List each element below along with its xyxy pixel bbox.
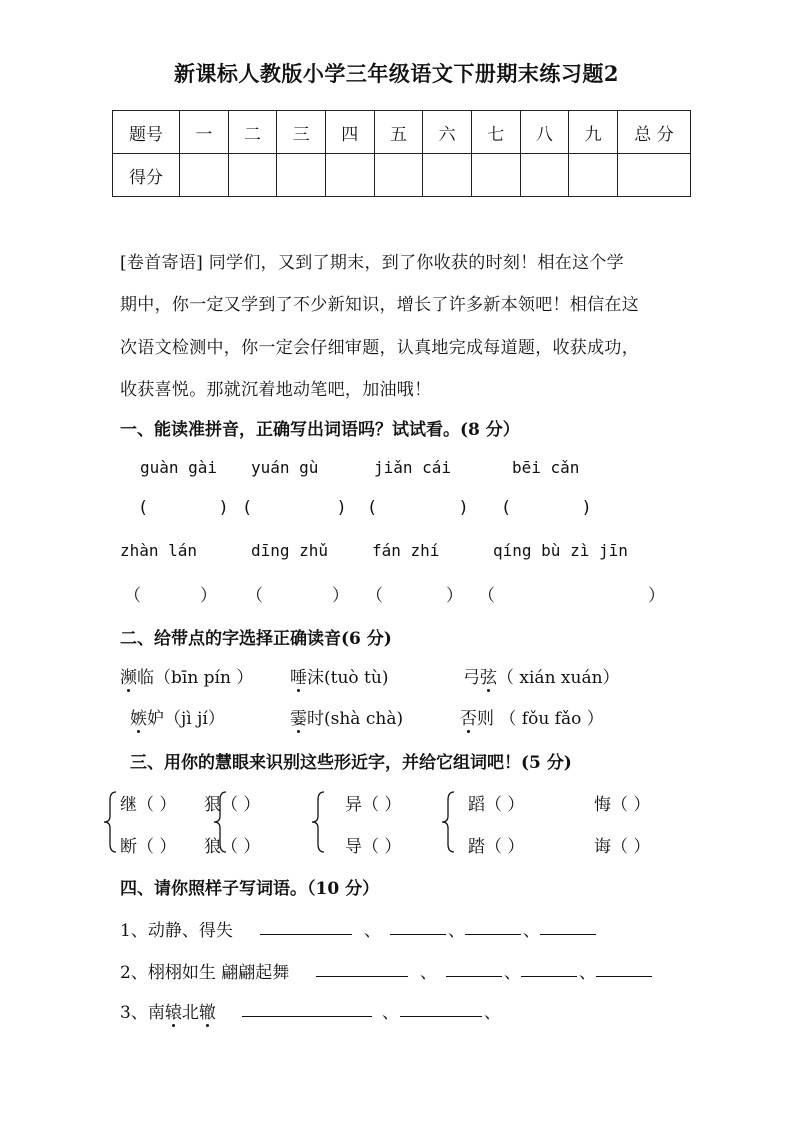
score-entry-cell[interactable] [569, 154, 618, 197]
section-heading: 四、请你照样子写词语。（10 分） [120, 879, 380, 899]
reading-choice-item[interactable] [463, 663, 620, 688]
separator: 、 [504, 963, 521, 983]
intro-line: [卷首寄语] 同学们，又到了期末，到了你收获的时刻！相在这个学 [120, 253, 624, 273]
word-group-item[interactable]: 断（ ） [120, 837, 177, 857]
score-entry-cell[interactable] [228, 154, 277, 197]
answer-paren-close[interactable]: ) [460, 498, 467, 518]
table-cell: 九 [569, 111, 618, 154]
separator: 、 [579, 963, 596, 983]
pinyin: guàn gài [140, 458, 218, 477]
table-cell: 得分 [113, 154, 180, 197]
score-entry-cell[interactable] [374, 154, 423, 197]
answer-paren-open[interactable]: ( [244, 498, 251, 518]
section-heading: 三、用你的慧眼来识别这些形近字，并给它组词吧！(5 分) [130, 753, 572, 773]
dotted-char: 霎 [290, 704, 307, 729]
word-group-item[interactable]: 狼（ ） [204, 837, 261, 857]
separator: 、 [484, 1003, 501, 1023]
answer-blank[interactable] [400, 1015, 482, 1017]
table-cell: 五 [374, 111, 423, 154]
intro-line: 期中，你一定又学到了不少新知识，增长了许多新本领吧！相信在这 [120, 295, 639, 315]
page-title: 新课标人教版小学三年级语文下册期末练习题2 [173, 61, 620, 86]
separator: 、 [523, 921, 540, 941]
table-cell: 三 [277, 111, 326, 154]
answer-paren-close[interactable]: ） [200, 586, 217, 606]
dotted-char: 嫉 [130, 704, 147, 729]
answer-paren-open[interactable]: ( [140, 498, 147, 518]
table-cell: 六 [423, 111, 472, 154]
answer-paren-open[interactable]: （ [124, 586, 141, 606]
word-group-item[interactable]: 异（ ） [345, 795, 402, 815]
word-group-item[interactable]: 蹈（ ） [468, 795, 525, 815]
answer-blank[interactable] [540, 933, 596, 935]
word-group-item[interactable]: 狠（ ） [204, 795, 261, 815]
word-group-item[interactable]: 继（ ） [120, 795, 177, 815]
word-group-item[interactable]: 导（ ） [345, 837, 402, 857]
word-group-item[interactable]: 诲（ ） [594, 837, 651, 857]
answer-blank[interactable] [316, 975, 408, 977]
reading-choice-item[interactable] [290, 663, 388, 688]
table-cell: 二 [228, 111, 277, 154]
answer-paren-close[interactable]: ) [583, 498, 590, 518]
score-table-header-row [113, 111, 691, 154]
reading-choice-item[interactable] [130, 704, 225, 729]
choice-text: 沫(tuò tù) [307, 668, 389, 688]
example-label: 2、栩栩如生 翩翩起舞 [120, 963, 290, 983]
answer-paren-close[interactable]: ) [338, 498, 345, 518]
separator: 、 [382, 1003, 399, 1023]
answer-paren-close[interactable]: ） [446, 586, 463, 606]
answer-blank[interactable] [390, 933, 446, 935]
score-entry-cell[interactable] [520, 154, 569, 197]
score-entry-cell[interactable] [471, 154, 520, 197]
pinyin: bēi cǎn [512, 458, 580, 477]
table-cell: 题号 [113, 111, 180, 154]
score-table-score-row [113, 154, 691, 197]
dotted-char: 唾 [290, 663, 307, 688]
pinyin: fán zhí [372, 541, 440, 560]
choice-text: 弓 [463, 668, 480, 688]
answer-paren-close[interactable]: ) [220, 498, 227, 518]
answer-blank[interactable] [521, 975, 577, 977]
dotted-char: 辕 [165, 998, 182, 1023]
intro-line: 收获喜悦。那就沉着地动笔吧，加油哦！ [120, 380, 432, 400]
separator: 、 [420, 963, 437, 983]
score-entry-cell[interactable] [180, 154, 229, 197]
dotted-char: 否 [460, 704, 477, 729]
pinyin: yuán gù [251, 458, 319, 477]
answer-paren-open[interactable]: ( [369, 498, 376, 518]
dotted-char: 弦 [480, 663, 497, 688]
answer-paren-open[interactable]: （ [478, 586, 495, 606]
separator: 、 [448, 921, 465, 941]
answer-blank[interactable] [260, 933, 352, 935]
example-label [120, 998, 216, 1023]
label-text: 北 [181, 1003, 199, 1023]
brace-icon [310, 790, 326, 854]
label-text: 3、南 [120, 1003, 165, 1023]
section-heading: 一、能读准拼音，正确写出词语吗？试试看。(8 分） [120, 420, 520, 440]
pinyin: qíng bù zì jīn [493, 541, 628, 560]
section-heading: 二、给带点的字选择正确读音(6 分) [120, 629, 392, 649]
score-entry-cell[interactable] [618, 154, 691, 197]
example-label: 1、动静、得失 [120, 921, 233, 941]
answer-blank[interactable] [596, 975, 652, 977]
reading-choice-item[interactable] [120, 663, 253, 688]
dotted-char: 濒 [120, 663, 137, 688]
brace-icon [102, 790, 118, 854]
word-group-item[interactable]: 悔（ ） [594, 795, 651, 815]
table-cell: 一 [180, 111, 229, 154]
pinyin: jiǎn cái [374, 458, 452, 477]
answer-paren-close[interactable]: ） [648, 586, 665, 606]
intro-line: 次语文检测中，你一定会仔细审题，认真地完成每道题，收获成功， [120, 338, 639, 358]
choice-text: （ xián xuán） [497, 668, 620, 688]
answer-paren-open[interactable]: （ [246, 586, 263, 606]
table-cell: 四 [325, 111, 374, 154]
table-cell: 七 [471, 111, 520, 154]
answer-blank[interactable] [446, 975, 502, 977]
table-cell: 八 [520, 111, 569, 154]
answer-blank[interactable] [242, 1015, 372, 1017]
word-group-item[interactable]: 踏（ ） [468, 837, 525, 857]
reading-choice-item[interactable] [290, 704, 403, 729]
score-entry-cell[interactable] [325, 154, 374, 197]
score-table [112, 110, 691, 197]
answer-paren-open[interactable]: （ [366, 586, 383, 606]
separator: 、 [364, 921, 381, 941]
choice-text: 则 （ fǒu fǎo ） [477, 709, 604, 729]
pinyin: zhàn lán [120, 541, 198, 560]
choice-text: 临（bīn pín ） [137, 668, 254, 688]
table-cell: 总 分 [618, 111, 691, 154]
reading-choice-item[interactable] [460, 704, 604, 729]
score-entry-cell[interactable] [423, 154, 472, 197]
answer-paren-open[interactable]: ( [503, 498, 510, 518]
choice-text: 时(shà chà) [307, 709, 404, 729]
score-entry-cell[interactable] [277, 154, 326, 197]
choice-text: 妒（jì jí） [147, 709, 225, 729]
answer-paren-close[interactable]: ） [332, 586, 349, 606]
pinyin: dīng zhǔ [251, 541, 329, 560]
dotted-char: 辙 [199, 998, 216, 1023]
brace-icon [440, 790, 456, 854]
answer-blank[interactable] [465, 933, 521, 935]
